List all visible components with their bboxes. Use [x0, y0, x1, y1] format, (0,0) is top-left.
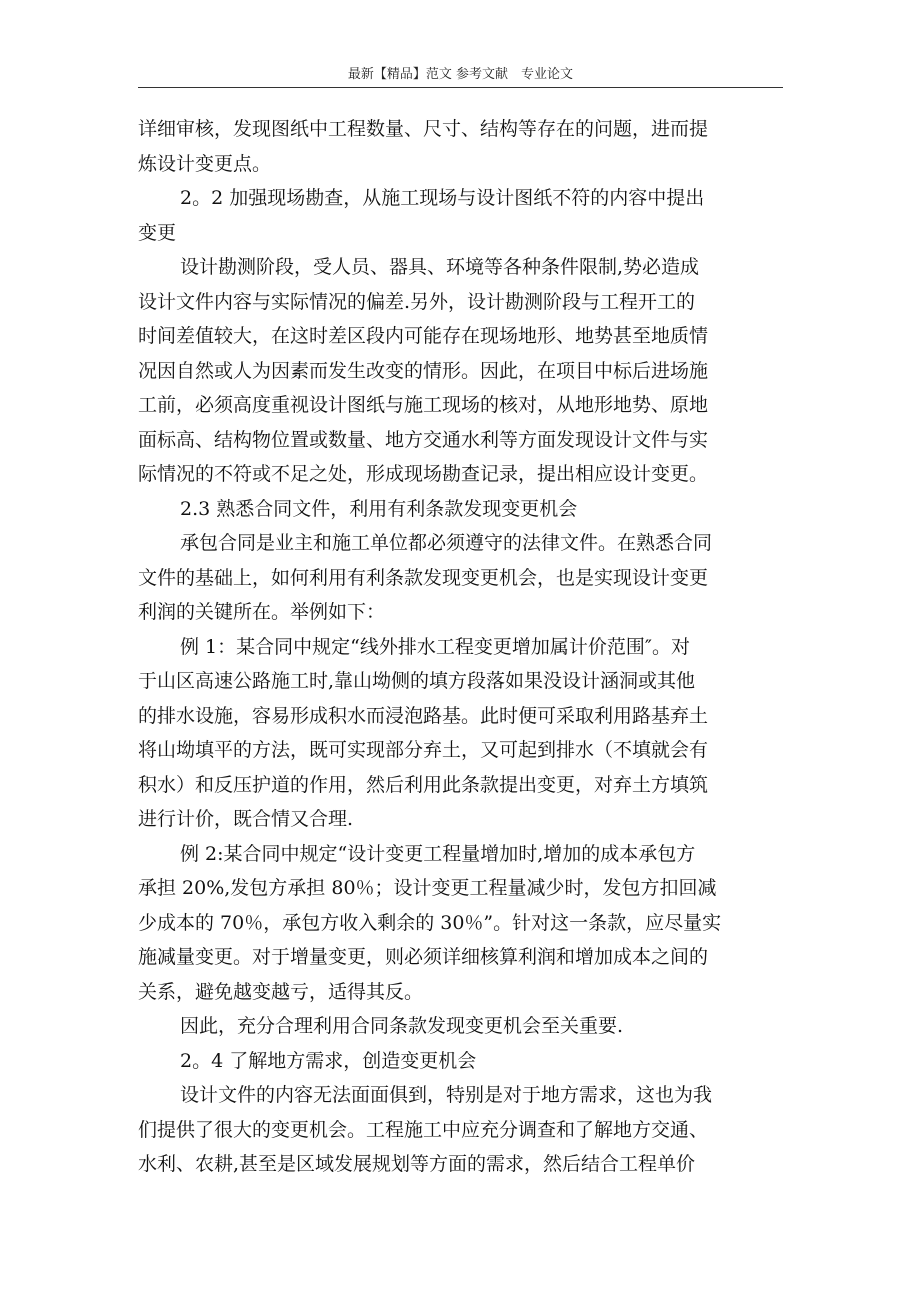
text-line: 利润的关键所在。举例如下： — [138, 601, 386, 623]
text-line: 承担 20%,发包方承担 80％；设计变更工程量减少时，发包方扣回减 — [138, 877, 717, 899]
document-body — [138, 112, 786, 1182]
text-line: 文件的基础上，如何利用有利条款发现变更机会，也是实现设计变更 — [138, 566, 709, 589]
section-heading-2-3: 2.3 熟悉合同文件，利用有利条款发现变更机会 — [180, 497, 578, 520]
text-line: 关系，避免越变越亏，适得其反。 — [138, 980, 424, 1003]
paragraph-start: 设计勘测阶段，受人员、器具、环境等各种条件限制,势必造成 — [180, 256, 700, 278]
text-line: 工前，必须高度重视设计图纸与施工现场的核对，从地形地势、原地 — [138, 394, 709, 416]
text-line: 们提供了很大的变更机会。工程施工中应充分调查和了解地方交通、 — [138, 1118, 709, 1141]
section-heading-2-4: 2。4 了解地方需求，创造变更机会 — [180, 1049, 477, 1072]
page-header: 最新【精品】范文 参考文献 专业论文 — [347, 67, 574, 82]
example-2-start: 例 2:某合同中规定“设计变更工程量增加时,增加的成本承包方 — [180, 842, 696, 865]
example-1-start: 例 1：某合同中规定“线外排水工程变更增加属计价范围″。对 — [180, 635, 690, 658]
text-line: 积水）和反压护道的作用，然后利用此条款提出变更，对弃土方填筑 — [138, 773, 709, 796]
text-line: 施减量变更。对于增量变更，则必须详细核算利润和增加成本之间的 — [138, 946, 709, 968]
section-heading-2-2: 2。2 加强现场勘查，从施工现场与设计图纸不符的内容中提出 — [180, 187, 705, 209]
header-divider — [138, 87, 783, 88]
paragraph-start: 承包合同是业主和施工单位都必须遵守的法律文件。在熟悉合同 — [180, 532, 713, 554]
paragraph-start: 设计文件的内容无法面面俱到，特别是对于地方需求，这也为我 — [180, 1084, 713, 1106]
text-line: 际情况的不符或不足之处，形成现场勘查记录，提出相应设计变更。 — [138, 463, 709, 485]
text-line: 进行计价，既合情又合理. — [138, 808, 354, 830]
text-line: 设计文件内容与实际情况的偏差.另外，设计勘测阶段与工程开工的 — [138, 290, 696, 313]
text-line: 详细审核，发现图纸中工程数量、尺寸、结构等存在的问题，进而提 — [138, 118, 709, 140]
text-line: 时间差值较大，在这时差区段内可能存在现场地形、地势甚至地质情 — [138, 325, 709, 347]
text-line: 水利、农耕,甚至是区域发展规划等方面的需求，然后结合工程单价 — [138, 1153, 696, 1175]
text-line: 的排水设施，容易形成积水而浸泡路基。此时便可采取利用路基弃土 — [138, 704, 709, 727]
text-line: 于山区高速公路施工时,靠山坳侧的填方段落如果没设计涵洞或其他 — [138, 670, 696, 692]
text-line: 炼设计变更点。 — [138, 152, 272, 175]
text-line: 变更 — [138, 221, 177, 244]
text-line: 将山坳填平的方法，既可实现部分弃土，又可起到排水（不填就会有 — [138, 739, 709, 761]
text-line: 况因自然或人为因素而发生改变的情形。因此，在项目中标后进场施 — [138, 359, 709, 382]
paragraph-start: 因此，充分合理利用合同条款发现变更机会至关重要. — [180, 1015, 624, 1037]
text-line: 少成本的 70％，承包方收入剩余的 30％”。针对这一条款，应尽量实 — [138, 911, 722, 934]
text-line: 面标高、结构物位置或数量、地方交通水利等方面发现设计文件与实 — [138, 428, 709, 451]
